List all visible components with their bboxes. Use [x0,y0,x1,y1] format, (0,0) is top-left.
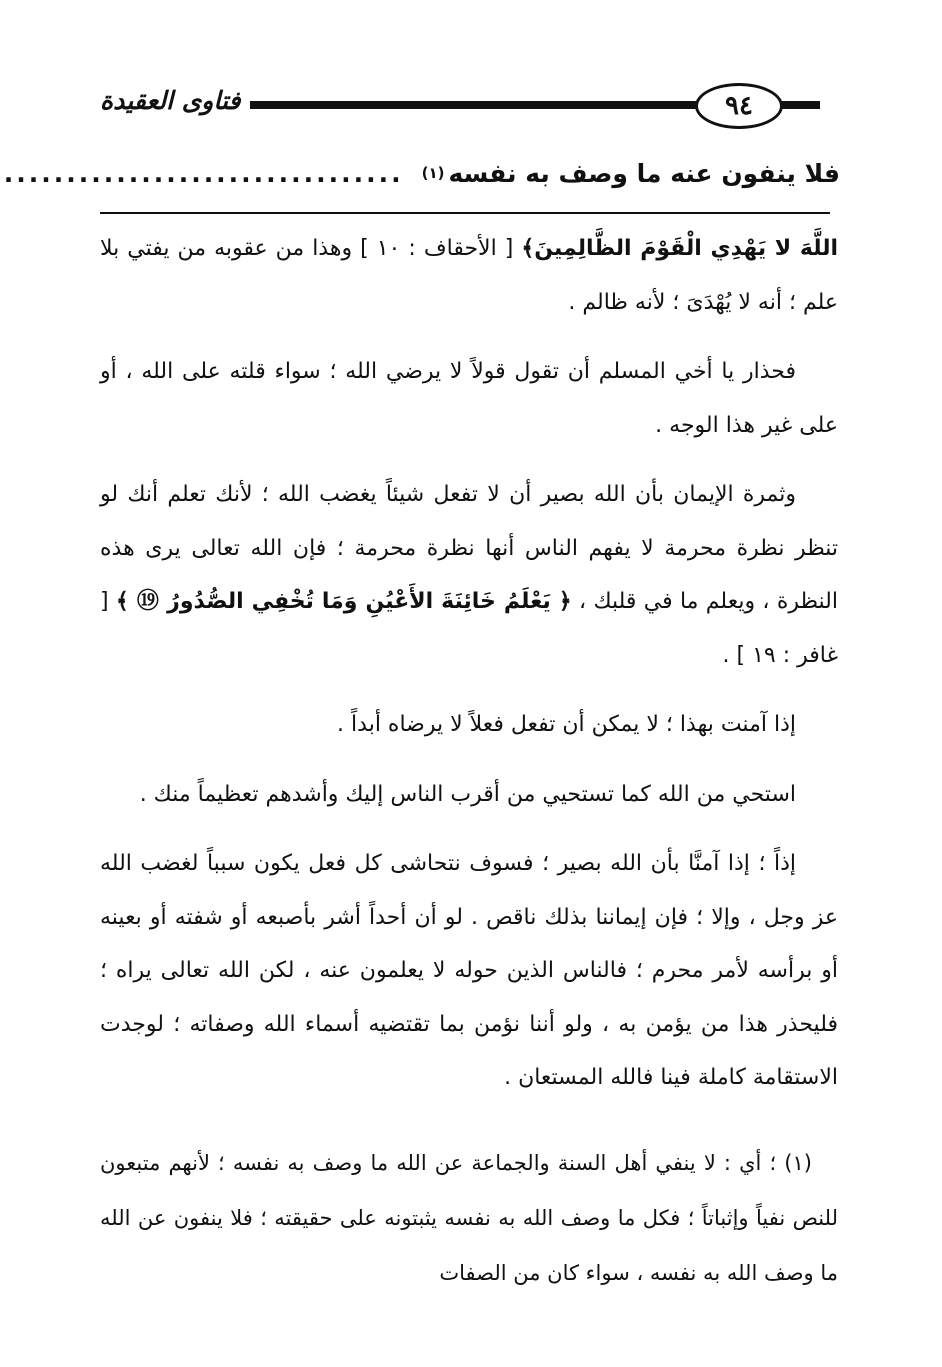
leader-dots: ................................ [3,158,404,188]
paragraph: إذا آمنت بهذا ؛ لا يمكن أن تفعل فعلاً لا يرضاه أبداً . [337,712,796,737]
paragraph [100,468,838,682]
paragraph: فحذار يا أخي المسلم أن تقول قولاً لا يرضي الله ؛ سواء قلته على الله ، أو على غير هذا الوجه . [100,359,838,438]
footnote [100,1136,838,1301]
footnote-text: (١) ؛ أي : لا ينفي أهل السنة والجماعة عن الله ما وصف به نفسه ؛ لأنهم متبعون للنص نفياً وإثباتاً ؛ فكل ما وصف الله به نفسه يثبتونه على حقيقته ؛ فلا ينفون عن الله ما وصف الله به نفسه ، سواء كان من الصفات [100,1151,838,1285]
page-number: ٩٤ [695,83,783,129]
paragraph [100,222,838,329]
paragraph: إذاً ؛ إذا آمنَّا بأن الله بصير ؛ فسوف نتحاشى كل فعل يكون سبباً لغضب الله عز وجل ، وإلا ؛ فإن إيماننا بذلك ناقص . لو أن أحداً أشر بأصبعه أو شفته أو بعينه أو برأسه لأمر محرم ؛ فالناس الذين حوله لا يعلمون عنه ، لكن الله تعالى يراه ؛ فليحذر هذا من يؤمن به ، ولو أننا نؤمن بما تقتضيه أسماء الله وصفاته ؛ لوجدت الاستقامة كاملة فينا فالله المستعان . [100,851,838,1090]
quran-verse: اللَّهَ لا يَهْدِي الْقَوْمَ الظَّالِمِينَ﴾ [521,236,839,261]
running-header [100,80,836,132]
paragraph: استحي من الله كما تستحيي من أقرب الناس إليك وأشدهم تعظيماً منك . [139,781,796,807]
paragraph-text: [ الأحقاف : ١٠ ] وهذا من عقوبه من يفتي بلا علم ؛ أنه لا يُهْدَىَ ؛ لأنه ظالم . [100,236,838,315]
verse-citation: [ غافر : ١٩ ] . [100,589,838,668]
separator-rule [100,212,830,214]
body-text [100,222,838,1105]
footnote-reference: (١) [421,164,445,182]
book-title: فتاوى العقيدة [100,86,241,115]
paragraph-text: وثمرة الإيمان بأن الله بصير أن لا تفعل شيئاً يغضب الله ؛ لأنك تعلم أنك لو تنظر نظرة محرمة لا يفهم الناس أنها نظرة محرمة ؛ فإن الله تعالى يرى هذه النظرة ، ويعلم ما في قلبك ، [100,482,838,614]
continued-heading [3,148,840,198]
continued-heading-text: فلا ينفون عنه ما وصف به نفسه [448,158,840,188]
quran-verse: ﴿ يَعْلَمُ خَائِنَةَ الأَعْيُنِ وَمَا تُخْفِي الصُّدُورُ ⑲ ﴾ [115,589,572,614]
